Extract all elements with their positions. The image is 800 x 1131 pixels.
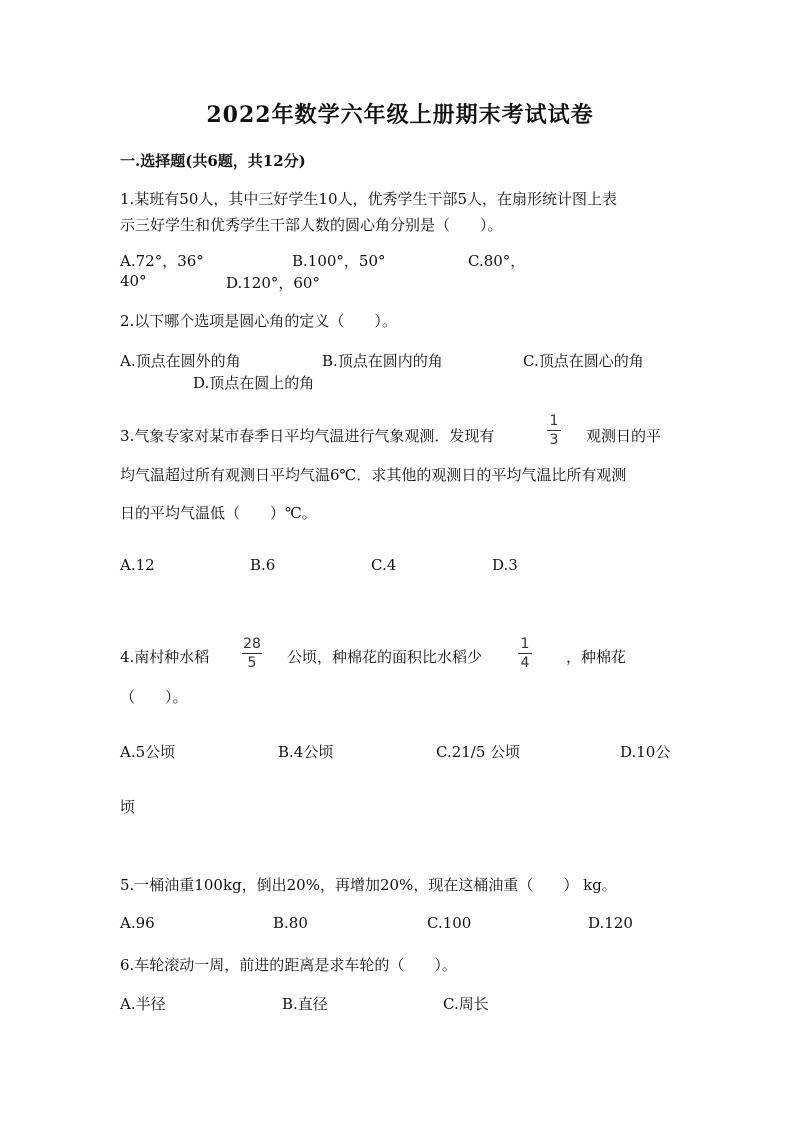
q4-fraction-2-numerator: 1 [520, 636, 530, 652]
q4-option-a: A.5公顷 [120, 743, 176, 761]
q2-option-b: B.顶点在圆内的角 [322, 352, 443, 370]
q4-stem-post: ，种棉花 [566, 648, 627, 666]
q3-option-d: D.3 [492, 556, 518, 574]
q4-fraction-2-denominator: 4 [520, 655, 530, 671]
q1-option-b: B.100°，50° [292, 252, 386, 270]
fraction-bar [547, 430, 561, 431]
q5-option-c: C.100 [427, 914, 472, 932]
q6-option-c: C.周长 [443, 995, 489, 1013]
q4-fraction-1-denominator: 5 [247, 655, 257, 671]
q3-option-b: B.6 [250, 556, 276, 574]
q3-option-a: A.12 [120, 556, 155, 574]
q4-fraction-2 [518, 636, 532, 671]
q3-stem-post: 观测日的平 [586, 427, 662, 445]
q2-option-a: A.顶点在圆外的角 [120, 352, 241, 370]
fraction-bar [518, 653, 532, 654]
q3-stem-line2: 均气温超过所有观测日平均气温6℃．求其他的观测日的平均气温比所有观测 [120, 466, 627, 484]
q3-stem-pre: 3.气象专家对某市春季日平均气温进行气象观测．发现有 [120, 427, 495, 445]
q2-option-c: C.顶点在圆心的角 [523, 352, 644, 370]
q4-stem-line2: （ ）。 [120, 688, 188, 706]
q4-fraction-1 [242, 636, 262, 671]
q5-stem: 5.一桶油重100kg，倒出20%，再增加20%，现在这桶油重（ ） kg。 [120, 876, 617, 894]
q6-option-a: A.半径 [120, 995, 166, 1013]
q3-stem-line3: 日的平均气温低（ ）℃。 [120, 504, 317, 522]
q2-option-d: D.顶点在圆上的角 [193, 374, 315, 392]
q2-stem: 2.以下哪个选项是圆心角的定义（ ）。 [120, 312, 397, 330]
fraction-bar [242, 653, 262, 654]
q1-option-d: D.120°，60° [226, 274, 320, 292]
q1-option-a: A.72°，36° [120, 252, 204, 270]
q4-fraction-1-numerator: 28 [243, 636, 261, 652]
q4-option-d-cont: 顷 [120, 798, 136, 816]
q6-option-b: B.直径 [282, 995, 328, 1013]
q6-stem: 6.车轮滚动一周，前进的距离是求车轮的（ ）。 [120, 956, 457, 974]
q1-stem-line1: 1.某班有50人，其中三好学生10人，优秀学生干部5人，在扇形统计图上表 [120, 190, 618, 208]
q4-option-d: D.10公 [620, 743, 671, 761]
q4-option-c: C.21/5 公顷 [436, 743, 521, 761]
q1-stem-line2: 示三好学生和优秀学生干部人数的圆心角分别是（ ）。 [120, 216, 503, 234]
q3-fraction [547, 413, 561, 448]
q3-fraction-denominator: 3 [549, 432, 559, 448]
q4-stem-pre: 4.南村种水稻 [120, 648, 210, 666]
q4-option-b: B.4公顷 [278, 743, 334, 761]
q5-option-b: B.80 [273, 914, 308, 932]
q1-option-c-cont: 40° [120, 272, 147, 290]
q1-option-c: C.80°， [468, 252, 526, 270]
q3-option-c: C.4 [371, 556, 397, 574]
q3-fraction-numerator: 1 [549, 413, 559, 429]
exam-title: 2022年数学六年级上册期末考试试卷 [206, 102, 594, 128]
q5-option-a: A.96 [120, 914, 155, 932]
section-heading: 一.选择题(共6题，共12分) [120, 152, 306, 170]
q4-stem-mid: 公顷，种棉花的面积比水稻少 [287, 648, 483, 666]
q5-option-d: D.120 [588, 914, 633, 932]
